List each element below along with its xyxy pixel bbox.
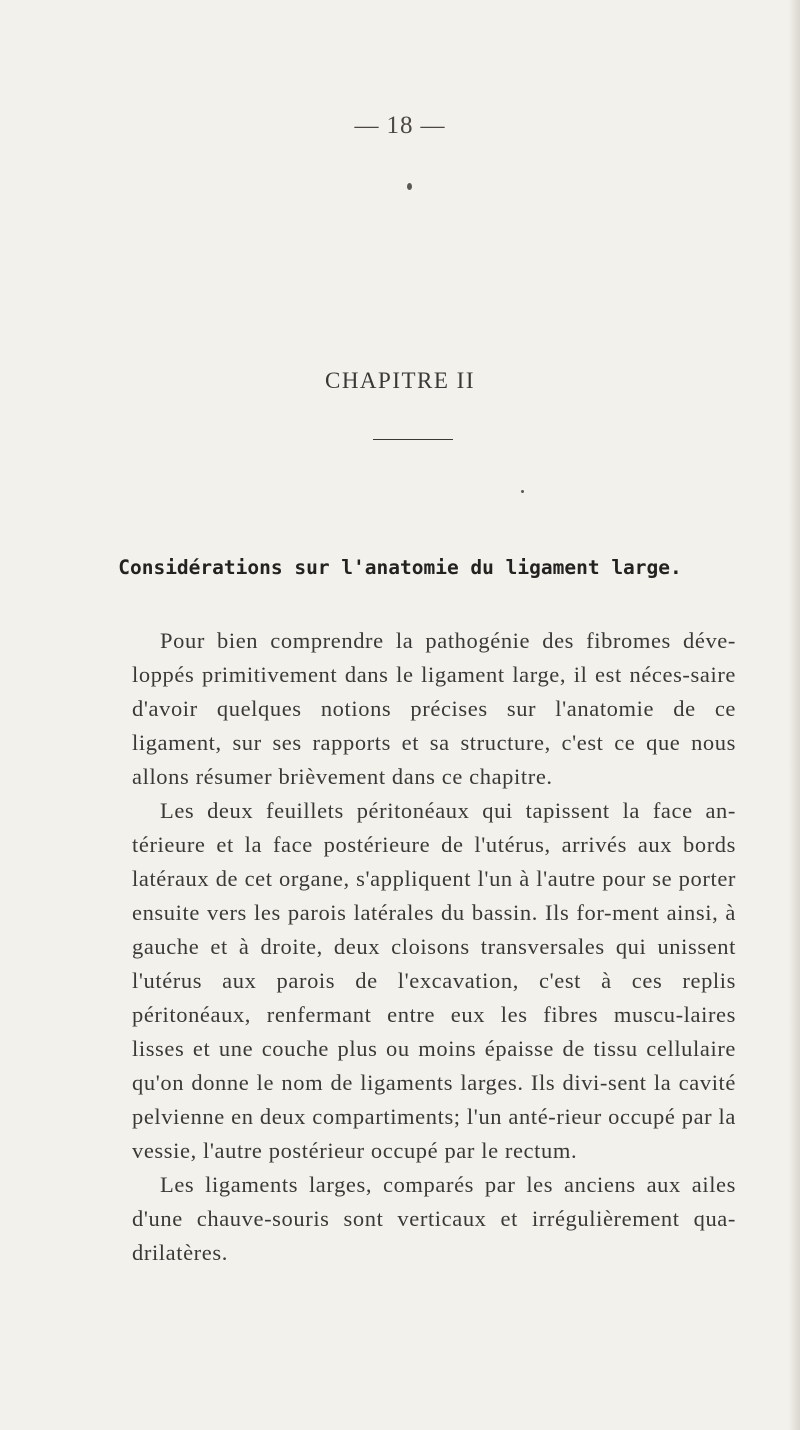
chapter-heading: CHAPITRE II bbox=[324, 368, 476, 393]
divider-rule bbox=[373, 439, 453, 440]
page-number-dash-left: — bbox=[354, 113, 380, 139]
paragraph: Les ligaments larges, comparés par les anciens aux ailes d'une chauve-souris sont verticaux et irrégulièrement qua-drilatères. bbox=[132, 1172, 736, 1265]
ink-speck bbox=[407, 183, 412, 190]
page-number-dash-right: — bbox=[420, 113, 446, 139]
page-number bbox=[0, 112, 800, 140]
page-edge-shadow bbox=[788, 0, 800, 1430]
page-number-value: 18 bbox=[386, 112, 414, 139]
ink-speck bbox=[521, 490, 524, 493]
paragraph: Les deux feuillets péritonéaux qui tapissent la face an-térieure et la face postérieure de l'utérus, arrivés aux bords latéraux de cet organe, s'appliquent l'un à l'autre pour se porter ensuite vers les parois latérales du bassin. Ils for-ment ainsi, à gauche et à droite, deux cloisons transversales qui unissent l'utérus aux parois de l'excavation, c'est à ces replis péritonéaux, renfermant entre eux les fibres muscu-laires lisses et une couche plus ou moins épaisse de tissu cellulaire qu'on donne le nom de ligaments larges. Ils divi-sent la cavité pelvienne en deux compartiments; l'un anté-rieur occupé par la vessie, l'autre postérieur occupé par le rectum. bbox=[132, 798, 736, 1163]
section-title: Considérations sur l'anatomie du ligament large. bbox=[118, 556, 682, 579]
paragraph: Pour bien comprendre la pathogénie des fibromes déve-loppés primitivement dans le ligament large, il est néces-saire d'avoir quelques notions précises sur l'anatomie de ce ligament, sur ses rapports et sa structure, c'est ce que nous allons résumer brièvement dans ce chapitre. bbox=[132, 628, 736, 789]
body-text bbox=[132, 624, 736, 1270]
